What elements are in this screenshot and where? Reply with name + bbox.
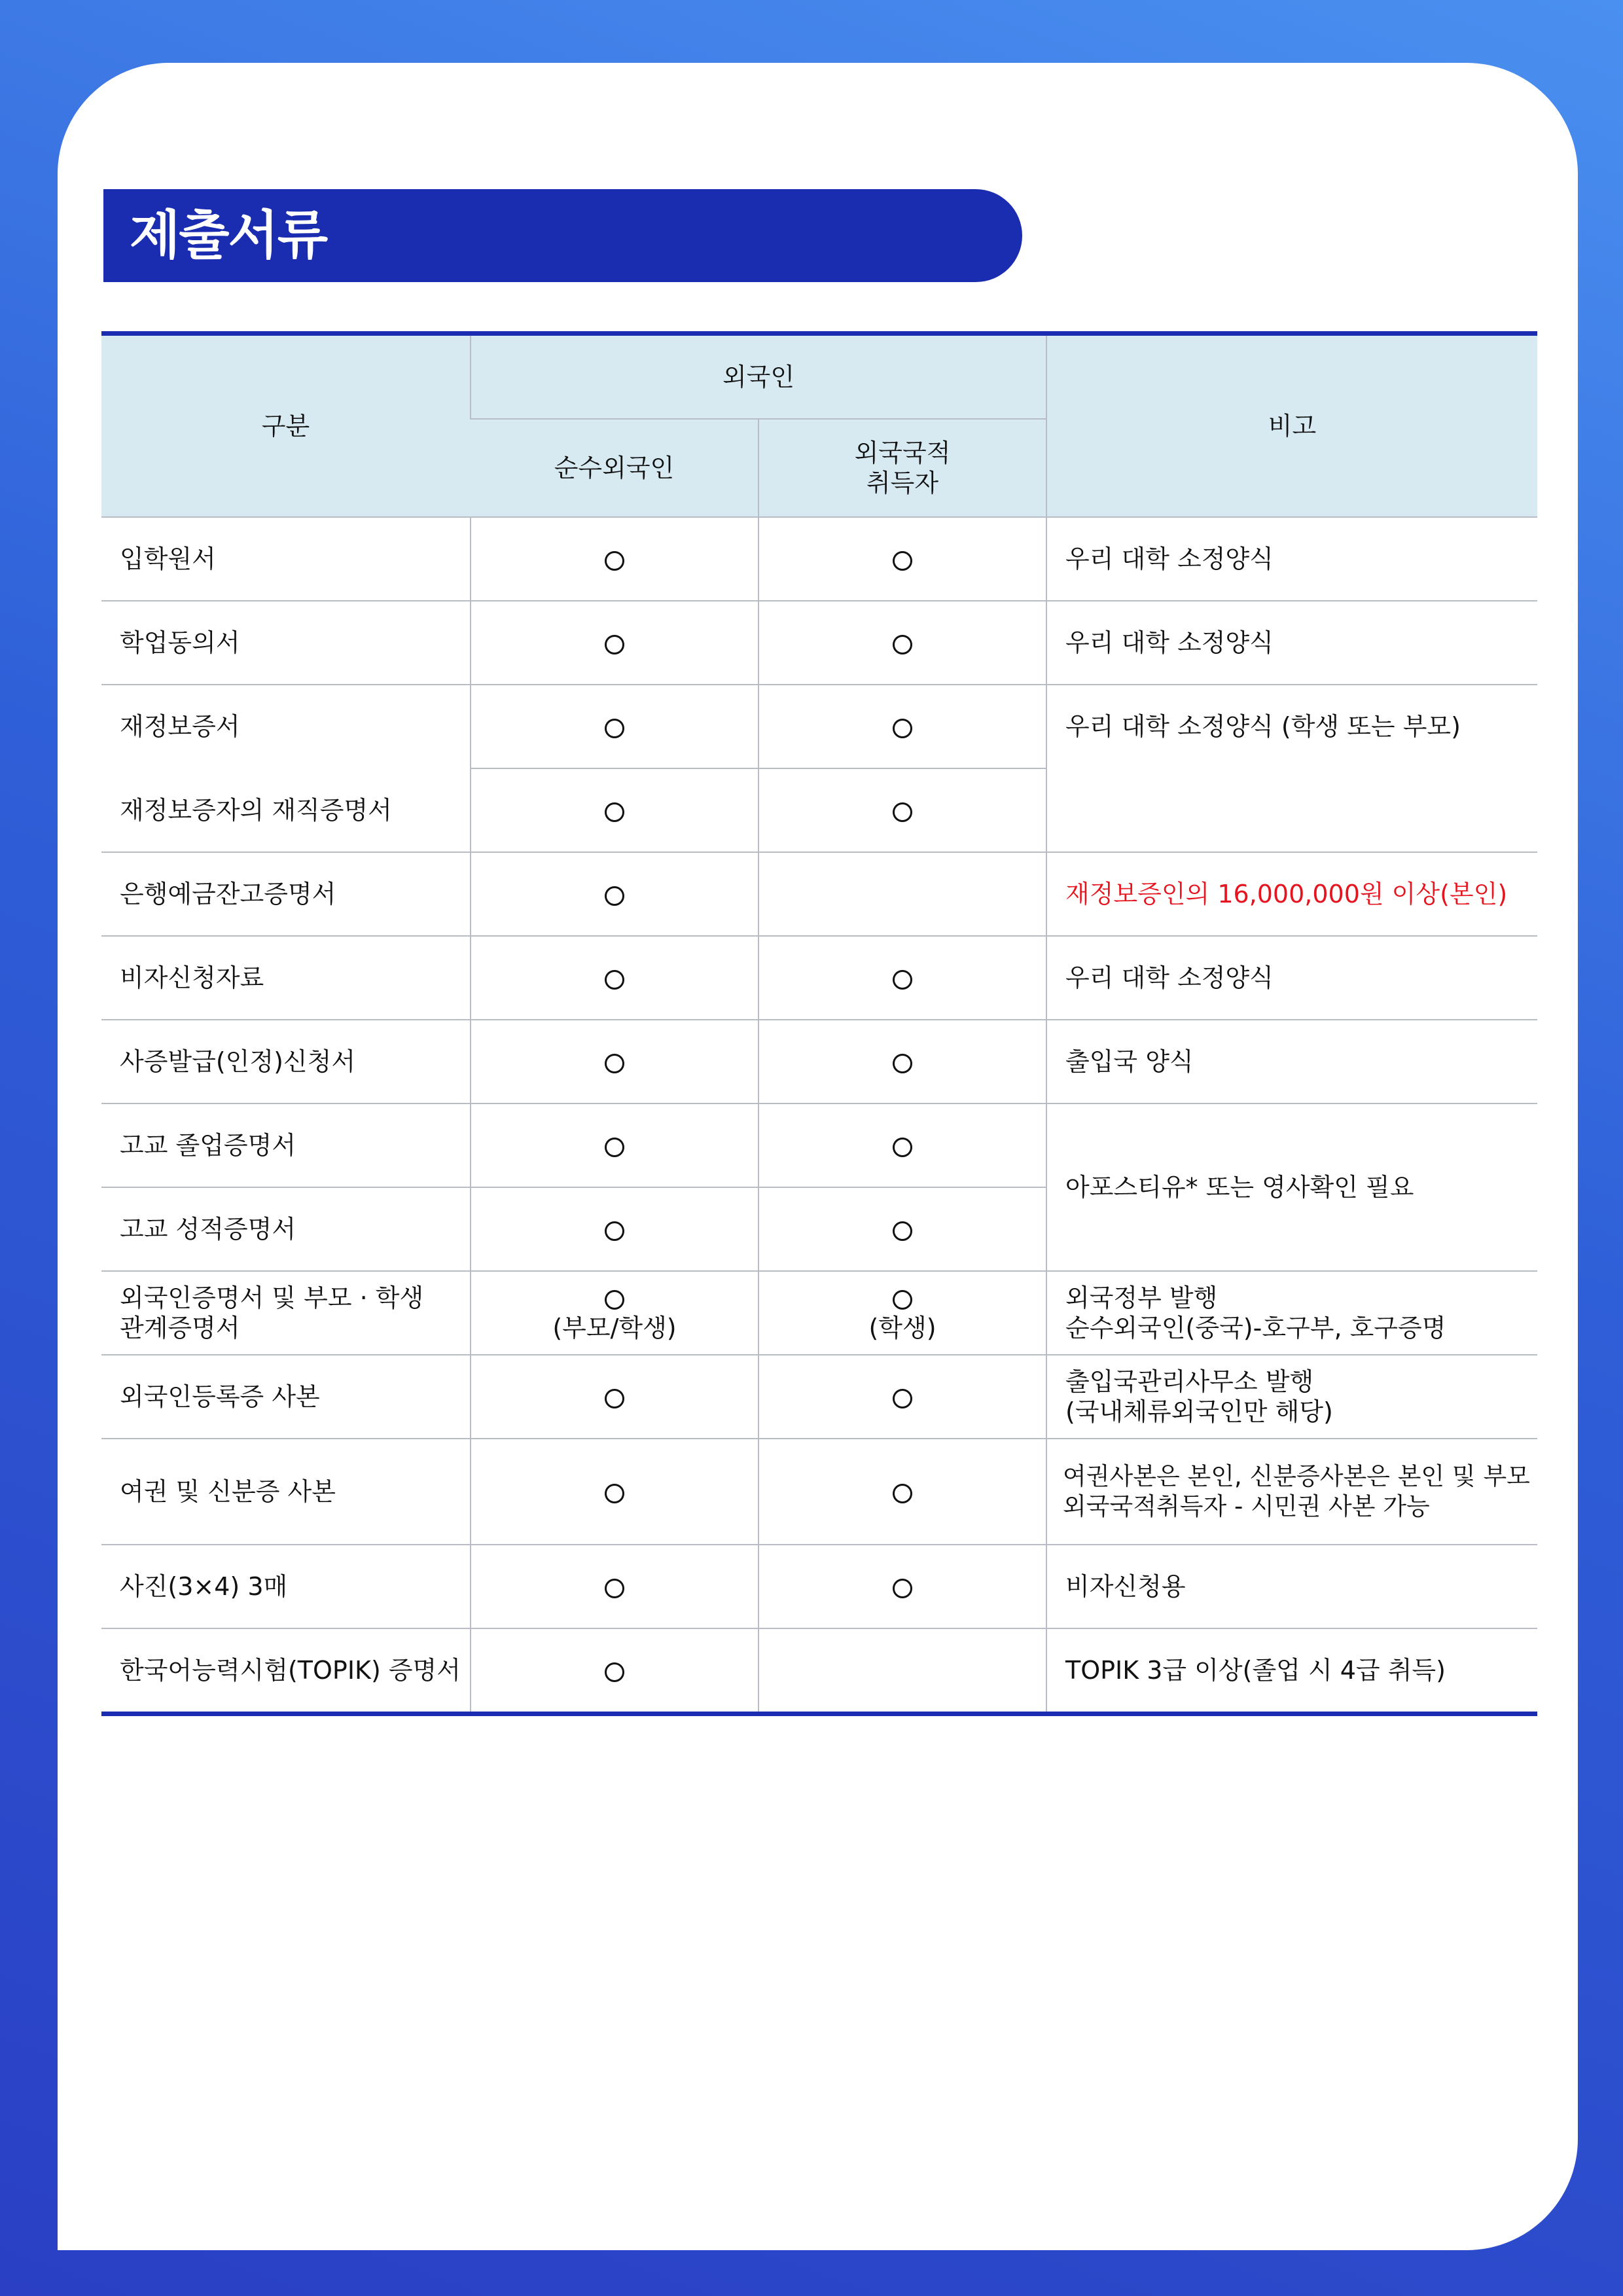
pure-foreigner-cell bbox=[471, 601, 758, 685]
row-label: 여권 및 신분증 사본 bbox=[101, 1439, 471, 1545]
table-row bbox=[101, 936, 1537, 1020]
naturalized-cell bbox=[758, 1187, 1046, 1271]
header-remarks: 비고 bbox=[1046, 334, 1537, 518]
naturalized-note: (학생) bbox=[868, 1314, 936, 1342]
row-remark-line1: 외국정부 발행 bbox=[1065, 1283, 1218, 1312]
pure-foreigner-cell bbox=[471, 517, 758, 601]
circle-icon bbox=[605, 551, 624, 571]
pure-foreigner-cell bbox=[471, 1439, 758, 1545]
row-remark-line1: 여권사본은 본인, 신분증사본은 본인 및 부모 bbox=[1063, 1462, 1530, 1490]
circle-icon bbox=[605, 802, 624, 822]
row-label: 학업동의서 bbox=[101, 601, 471, 685]
title-banner bbox=[103, 189, 1022, 282]
row-remark bbox=[1046, 1439, 1537, 1545]
row-remark: 우리 대학 소정양식 bbox=[1046, 601, 1537, 685]
circle-icon bbox=[605, 635, 624, 655]
pure-foreigner-cell bbox=[471, 852, 758, 936]
table-row bbox=[101, 852, 1537, 936]
row-remark: 비자신청용 bbox=[1046, 1545, 1537, 1628]
table-row bbox=[101, 768, 1537, 852]
table-row bbox=[101, 1545, 1537, 1628]
table-row bbox=[101, 1628, 1537, 1714]
header-row bbox=[101, 334, 1537, 420]
pure-foreigner-cell bbox=[471, 1020, 758, 1103]
row-label: 재정보증자의 재직증명서 bbox=[101, 768, 471, 852]
row-remark-line2: 외국국적취득자 - 시민권 사본 가능 bbox=[1063, 1492, 1430, 1520]
row-remark-line2: (국내체류외국인만 해당) bbox=[1065, 1397, 1333, 1426]
naturalized-cell bbox=[758, 601, 1046, 685]
circle-icon bbox=[605, 719, 624, 738]
table-row bbox=[101, 1439, 1537, 1545]
pure-foreigner-note: (부모/학생) bbox=[552, 1314, 677, 1342]
header-naturalized-line2: 취득자 bbox=[866, 469, 939, 497]
circle-icon bbox=[893, 635, 912, 655]
header-foreigner: 외국인 bbox=[471, 334, 1046, 420]
circle-icon bbox=[893, 1484, 912, 1503]
pure-foreigner-cell bbox=[471, 1271, 758, 1355]
row-remark: 재정보증인의 16,000,000원 이상(본인) bbox=[1046, 852, 1537, 936]
row-remark-line1: 출입국관리사무소 발행 bbox=[1065, 1367, 1314, 1396]
row-remark: 출입국 양식 bbox=[1046, 1020, 1537, 1103]
row-remark bbox=[1046, 1355, 1537, 1439]
table-row bbox=[101, 685, 1537, 768]
naturalized-cell bbox=[758, 1439, 1046, 1545]
naturalized-cell bbox=[758, 768, 1046, 852]
table-row bbox=[101, 1271, 1537, 1355]
circle-icon bbox=[893, 1138, 912, 1157]
circle-icon bbox=[605, 1484, 624, 1503]
row-label: 외국인등록증 사본 bbox=[101, 1355, 471, 1439]
circle-icon bbox=[605, 1138, 624, 1157]
row-label: 은행예금잔고증명서 bbox=[101, 852, 471, 936]
naturalized-cell bbox=[758, 852, 1046, 936]
row-remark bbox=[1046, 1271, 1537, 1355]
pure-foreigner-cell bbox=[471, 685, 758, 768]
pure-foreigner-cell bbox=[471, 936, 758, 1020]
pure-foreigner-cell bbox=[471, 768, 758, 852]
naturalized-cell bbox=[758, 1545, 1046, 1628]
table-row bbox=[101, 1103, 1537, 1187]
row-remark bbox=[1046, 768, 1537, 852]
naturalized-cell bbox=[758, 517, 1046, 601]
circle-icon bbox=[893, 1221, 912, 1241]
table-row bbox=[101, 601, 1537, 685]
pure-foreigner-cell bbox=[471, 1355, 758, 1439]
row-remark: 우리 대학 소정양식 (학생 또는 부모) bbox=[1046, 685, 1537, 768]
naturalized-cell bbox=[758, 936, 1046, 1020]
pure-foreigner-cell bbox=[471, 1545, 758, 1628]
circle-icon bbox=[893, 1054, 912, 1073]
header-category: 구분 bbox=[101, 334, 471, 518]
circle-icon bbox=[605, 1389, 624, 1408]
header-pure-foreigner: 순수외국인 bbox=[471, 419, 758, 517]
row-label-line1: 외국인증명서 및 부모 · 학생 bbox=[120, 1283, 424, 1312]
naturalized-cell bbox=[758, 1628, 1046, 1714]
circle-icon bbox=[893, 970, 912, 990]
naturalized-cell bbox=[758, 685, 1046, 768]
pure-foreigner-cell bbox=[471, 1187, 758, 1271]
header-naturalized-line1: 외국국적 bbox=[854, 439, 951, 467]
row-remark: 우리 대학 소정양식 bbox=[1046, 517, 1537, 601]
naturalized-cell bbox=[758, 1271, 1046, 1355]
pure-foreigner-cell bbox=[471, 1103, 758, 1187]
circle-icon bbox=[605, 1221, 624, 1241]
circle-icon bbox=[893, 719, 912, 738]
row-label: 입학원서 bbox=[101, 517, 471, 601]
row-label: 비자신청자료 bbox=[101, 936, 471, 1020]
row-label: 사증발급(인정)신청서 bbox=[101, 1020, 471, 1103]
circle-icon bbox=[605, 886, 624, 906]
naturalized-cell bbox=[758, 1355, 1046, 1439]
circle-icon bbox=[893, 1579, 912, 1598]
row-label: 사진(3×4) 3매 bbox=[101, 1545, 471, 1628]
documents-table bbox=[101, 331, 1537, 1716]
table-row bbox=[101, 1020, 1537, 1103]
pure-foreigner-cell bbox=[471, 1628, 758, 1714]
row-label-line2: 관계증명서 bbox=[120, 1314, 240, 1342]
page-title: 제출서류 bbox=[130, 205, 327, 266]
header-naturalized bbox=[758, 419, 1046, 517]
circle-icon bbox=[893, 802, 912, 822]
circle-icon bbox=[605, 1290, 624, 1310]
row-remark: 아포스티유* 또는 영사확인 필요 bbox=[1046, 1103, 1537, 1271]
circle-icon bbox=[893, 1290, 912, 1310]
circle-icon bbox=[605, 970, 624, 990]
circle-icon bbox=[605, 1662, 624, 1682]
row-label bbox=[101, 1271, 471, 1355]
row-label: 고교 성적증명서 bbox=[101, 1187, 471, 1271]
table-row bbox=[101, 1355, 1537, 1439]
circle-icon bbox=[605, 1054, 624, 1073]
row-remark: 우리 대학 소정양식 bbox=[1046, 936, 1537, 1020]
circle-icon bbox=[605, 1579, 624, 1598]
table-row bbox=[101, 517, 1537, 601]
naturalized-cell bbox=[758, 1103, 1046, 1187]
row-label: 한국어능력시험(TOPIK) 증명서 bbox=[101, 1628, 471, 1714]
naturalized-cell bbox=[758, 1020, 1046, 1103]
circle-icon bbox=[893, 551, 912, 571]
row-label: 재정보증서 bbox=[101, 685, 471, 768]
row-remark-line2: 순수외국인(중국)-호구부, 호구증명 bbox=[1065, 1314, 1446, 1342]
circle-icon bbox=[893, 1389, 912, 1408]
row-label: 고교 졸업증명서 bbox=[101, 1103, 471, 1187]
row-remark: TOPIK 3급 이상(졸업 시 4급 취득) bbox=[1046, 1628, 1537, 1714]
